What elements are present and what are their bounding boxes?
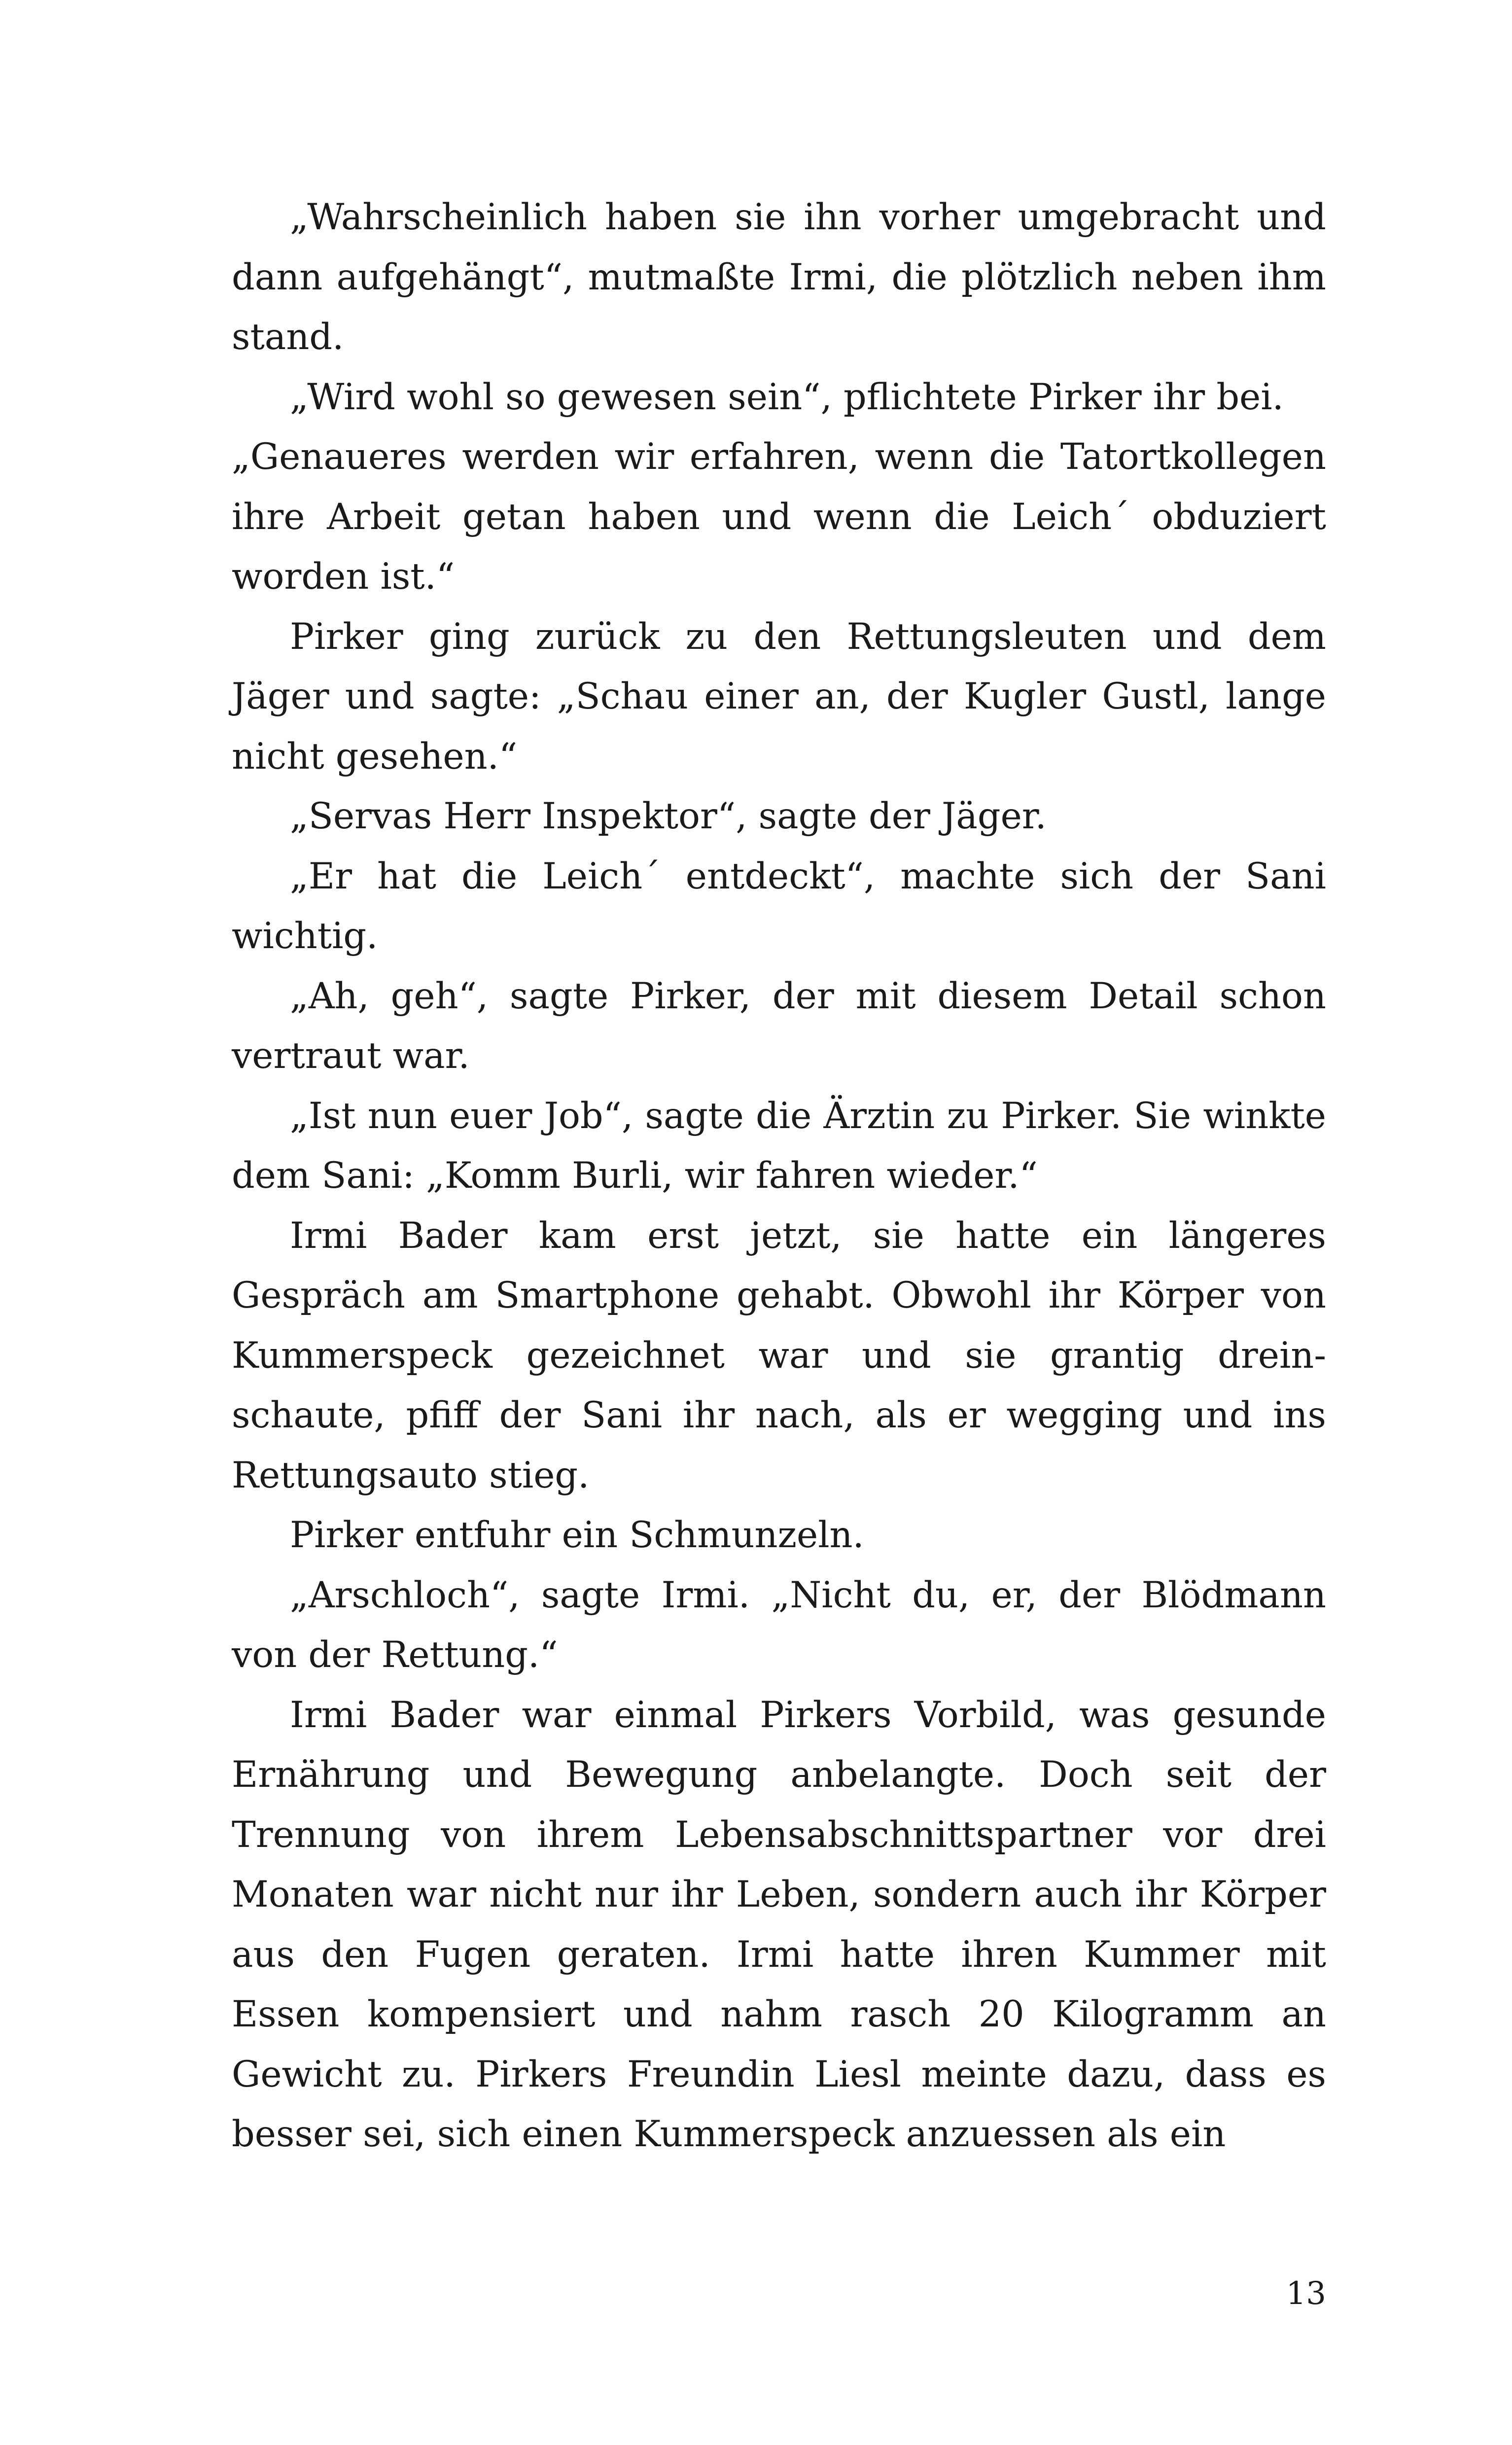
paragraph: „Wahrscheinlich haben sie ihn vorher umgebracht und dann aufgehängt“, mutmaßte Irmi, die plötzlich neben ihm stand. <box>232 196 1326 358</box>
page-number: 13 <box>1286 2275 1326 2312</box>
paragraph: „Arschloch“, sagte Irmi. „Nicht du, er, der Blödmann von der Rettung.“ <box>232 1574 1326 1676</box>
paragraph: „Servas Herr Inspektor“, sagte der Jäger. <box>290 795 1047 837</box>
paragraph: „Ist nun euer Job“, sagte die Ärztin zu Pirker. Sie winkte dem Sani: „Komm Burli, wir fahren wieder.“ <box>232 1095 1326 1197</box>
paragraph: „Er hat die Leich´ entdeckt“, machte sich der Sani wichtig. <box>232 855 1326 957</box>
paragraph: Irmi Bader war einmal Pirkers Vorbild, was gesunde Ernährung und Bewegung anbelangte. Doch seit der Trennung von ihrem Lebensabschnittspartner vor drei Monaten war nicht nur ihr Leben, sondern auch ihr Körper aus den Fugen geraten. Irmi hatte ihren Kummer mit Essen kompensiert und nahm rasch 20 Kilogramm an Gewicht zu. Pirkers Freundin Liesl meinte dazu, dass es besser sei, sich einen Kummerspeck anzuessen als ein <box>232 1694 1326 2155</box>
paragraph: Irmi Bader kam erst jetzt, sie hatte ein längeres Gespräch am Smartphone gehabt. Obwohl ihr Körper von Kummerspeck gezeichnet war und sie grantig dreinschaute, pfiff der Sani ihr nach, als er wegging und ins Rettungsauto stieg. <box>232 1214 1326 1496</box>
paragraph: Pirker entfuhr ein Schmunzeln. <box>290 1514 864 1556</box>
paragraph: „Ah, geh“, sagte Pirker, der mit diesem Detail schon vertraut war. <box>232 975 1326 1077</box>
paragraph: „Wird wohl so gewesen sein“, pflichtete Pirker ihr bei. <box>290 376 1284 418</box>
paragraph: „Genaueres werden wir erfahren, wenn die Tatortkollegen ihre Arbeit getan haben und wenn die Leich´ obduziert worden ist.“ <box>232 436 1326 598</box>
paragraph: Pirker ging zurück zu den Rettungsleuten und dem Jäger und sagte: „Schau einer an, der Kugler Gustl, lange nicht gesehen.“ <box>232 615 1326 778</box>
body-text <box>232 187 1326 2164</box>
